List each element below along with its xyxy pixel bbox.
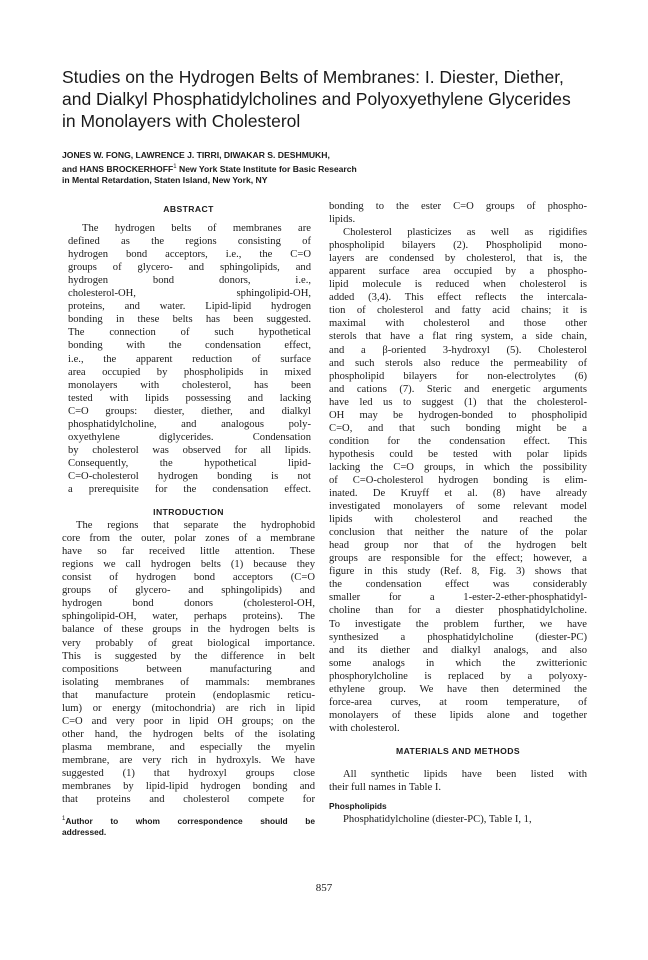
text-line: inated. De Kruyff et al. (8) have already [329, 488, 587, 500]
footnote: $^1$Author to whom correspondence should be addressed. [62, 815, 315, 837]
author-block [62, 150, 622, 186]
left-column [62, 203, 315, 838]
text-line: lipids. [329, 214, 356, 226]
text-line: hypothesis could be tested with polar lipids [329, 448, 587, 460]
text-line: hydrogen bond acceptors, i.e., the C=O [68, 249, 311, 261]
text-line: groups of glycero- and sphingolipids, and [68, 262, 311, 274]
text-line: smaller for a 1-ester-2-ether-phosphatidyl- [329, 592, 587, 604]
cholesterol-paragraph [329, 226, 587, 735]
text-line: have so far received little attention. These [62, 546, 315, 558]
text-line: and cations (7). Steric and energetic arguments [329, 383, 587, 395]
text-line: sphingolipid-OH, water, perhaps proteins). The [62, 611, 315, 623]
text-line: bonding with the condensation effect, [68, 340, 311, 352]
text-line: area occupied by phospholipids in mixed [68, 366, 311, 378]
abstract-heading: ABSTRACT [163, 204, 214, 214]
text-line: phospholipid bilayers (2). Phospholipid mono- [329, 240, 587, 252]
footnote-marker: 1 [173, 163, 177, 170]
phospholipids-subheading: Phospholipids [329, 801, 387, 812]
text-line: compositions between manufacturing and [62, 663, 315, 675]
title-line: in Monolayers with Cholesterol [62, 111, 301, 131]
text-line: the condensation effect was considerably [329, 579, 587, 591]
introduction-heading: INTRODUCTION [153, 507, 224, 518]
text-line: tested with lipids possessing and lacking [68, 392, 311, 404]
text-line: C=O, and that such bonding might be a [329, 422, 587, 434]
text-line: bonding to the ester C=O groups of phospho- [329, 201, 587, 212]
text-line: All synthetic lipids have been listed with [343, 768, 587, 780]
text-line: i.e., the apparent reduction of surface [68, 353, 311, 365]
text-line: of C=O-cholesterol hydrogen bonding is elim- [329, 474, 587, 486]
text-line: lipid molecule is reduced when cholesterol is [329, 279, 587, 291]
text-line: consist of hydrogen bond acceptors (C=O [62, 572, 315, 584]
text-line: maximal with cholesterol and those other [329, 318, 587, 330]
text-line: layers are condensed by cholesterol, that is, the [329, 253, 587, 265]
text-line: monolayers with cholesterol, has been [68, 379, 311, 391]
text-line: core from the outer, polar zones of a membrane [62, 533, 315, 545]
text-line: balance of these groups in the hydrogen belts is [62, 624, 315, 636]
text-line: oxyethylene diglycerides. Condensation [68, 431, 311, 443]
text-line: To investigate the problem further, we have [329, 618, 587, 630]
text-line: C=O and very poor in lipid OH groups; on the [62, 715, 315, 727]
author-names: JONES W. FONG, LAWRENCE J. TIRRI, DIWAKAR S. DESHMUKH, [62, 150, 330, 160]
methods-heading: MATERIALS AND METHODS [396, 745, 520, 756]
page-number: 857 [315, 882, 333, 894]
text-line: defined as the regions consisting of [68, 236, 311, 248]
text-line: membranes by lipid-lipid hydrogen bonding and [62, 781, 315, 793]
text-line: ethylene group. We have then determined the [329, 683, 587, 695]
affiliation: New York State Institute for Basic Research [176, 163, 357, 174]
text-line: a prerequisite for the condensation effect. [68, 483, 311, 495]
text-line: proteins, and water. Lipid-lipid hydrogen [68, 301, 311, 313]
text-line: groups of glycero- and sphingolipids) and [62, 585, 315, 597]
text-line: and a β-oriented 3-hydroxyl (5). Cholesterol [329, 344, 587, 356]
introduction-body [62, 519, 315, 806]
paper-title [62, 66, 622, 132]
text-line: plasma membrane, and especially the myelin [62, 741, 315, 753]
text-line: C=O-cholesterol hydrogen bonding is not [68, 470, 311, 482]
text-line: The regions that separate the hydrophobid [76, 520, 315, 532]
text-line: The connection of such hypothetical [68, 327, 311, 339]
text-line: lipids with cholesterol and reached the [329, 514, 587, 526]
text-line: groups are responsible for the effect; however, a [329, 553, 587, 565]
title-line: and Dialkyl Phosphatidylcholines and Polyoxyethylene Glycerides [62, 89, 571, 109]
text-line: phosphatidylcholine, and analogous poly- [68, 418, 311, 430]
text-line: and its diether and dialkyl analogs, and also [329, 644, 587, 656]
abstract-body [62, 222, 315, 496]
affiliation-2: in Mental Retardation, Staten Island, New York, NY [62, 174, 268, 185]
text-line: very probably of great biological importance. [62, 637, 315, 649]
text-line: head group nor that of the hydrogen belt [329, 540, 587, 552]
title-line: Studies on the Hydrogen Belts of Membranes: I. Diester, Diether, [62, 67, 564, 87]
text-line: their full names in Table I. [329, 782, 442, 794]
text-line: apparent surface area occupied by a phospho- [329, 266, 587, 278]
text-line: C=O groups: diester, diether, and dialkyl [68, 405, 311, 417]
text-line: choline than for a diester phosphatidylcholine. [329, 605, 587, 617]
text-line: by cholesterol was observed for all lipids. [68, 444, 311, 456]
text-line: The hydrogen belts of membranes are [82, 223, 311, 235]
text-line: and such sterols also reduce the permeability of [329, 357, 587, 369]
author-names-2: and HANS BROCKERHOFF [62, 163, 174, 174]
text-line: bonding in these belts has been suggested. [68, 314, 311, 326]
text-line: This is suggested by the difference in belt [62, 650, 315, 662]
text-line: phospholipid bilayers for non-electrolytes (6) [329, 370, 587, 382]
text-line: cholesterol-OH, sphingolipid-OH, [68, 288, 311, 300]
text-line: that proteins and cholesterol compete for [62, 794, 315, 806]
text-line: monolayers of these lipids alone and together [329, 709, 587, 721]
text-line: hydrogen bond donors, i.e., [68, 275, 311, 287]
text-line: Consequently, the hypothetical lipid- [68, 457, 311, 469]
text-line: other hand, the hydrogen belts of the isolating [62, 728, 315, 740]
right-column [329, 200, 587, 826]
text-line: Phosphatidylcholine (diester-PC), Table I, 1, [343, 814, 532, 826]
text-line: membrane, are very rich in hydroxyls. We have [62, 754, 315, 766]
text-line: synthesized a phosphatidylcholine (diester-PC) [329, 631, 587, 643]
text-line: condition for the condensation effect. This [329, 435, 587, 447]
text-line: have led us to suggest (1) that the cholesterol- [329, 396, 587, 408]
text-line: OH may be hydrogen-bonded to phospholipid [329, 409, 587, 421]
text-line: hydrogen bond donors (cholesterol-OH, [62, 598, 315, 610]
text-line: suggested (1) that hydroxyl groups close [62, 767, 315, 779]
text-line: isolating membranes of mammals: membranes [62, 676, 315, 688]
text-line: Cholesterol plasticizes as well as rigidifies [343, 227, 587, 239]
text-line: with cholesterol. [329, 722, 400, 734]
text-line: tion of cholesterol and fatty acid chains; it is [329, 305, 587, 317]
methods-body [329, 768, 587, 794]
text-line: phosphorylcholine is replaced by a polyoxy- [329, 670, 587, 682]
text-line: regions we call hydrogen belts (1) because they [62, 559, 315, 571]
text-line: some analogs in which the zwitterionic [329, 657, 587, 669]
text-line: lacking the C=O groups, in which the possibility [329, 461, 587, 473]
text-line: investigated monolayers of some relevant model [329, 501, 587, 513]
text-line: sterols that have a flat ring system, a side chain, [329, 331, 587, 343]
text-line: that manufacture protein (endoplasmic reticu- [62, 689, 315, 701]
text-line: force-area curves, at room temperature, of [329, 696, 587, 708]
text-line: added (3,4). This effect reflects the intercala- [329, 292, 587, 304]
text-line: figure in this study (Ref. 8, Fig. 3) shows that [329, 566, 587, 578]
text-line: conclusion that neither the nature of the polar [329, 527, 587, 539]
continued-paragraph [329, 200, 587, 226]
text-line: lum) or energy (mitochondria) are rich in lipid [62, 702, 315, 714]
